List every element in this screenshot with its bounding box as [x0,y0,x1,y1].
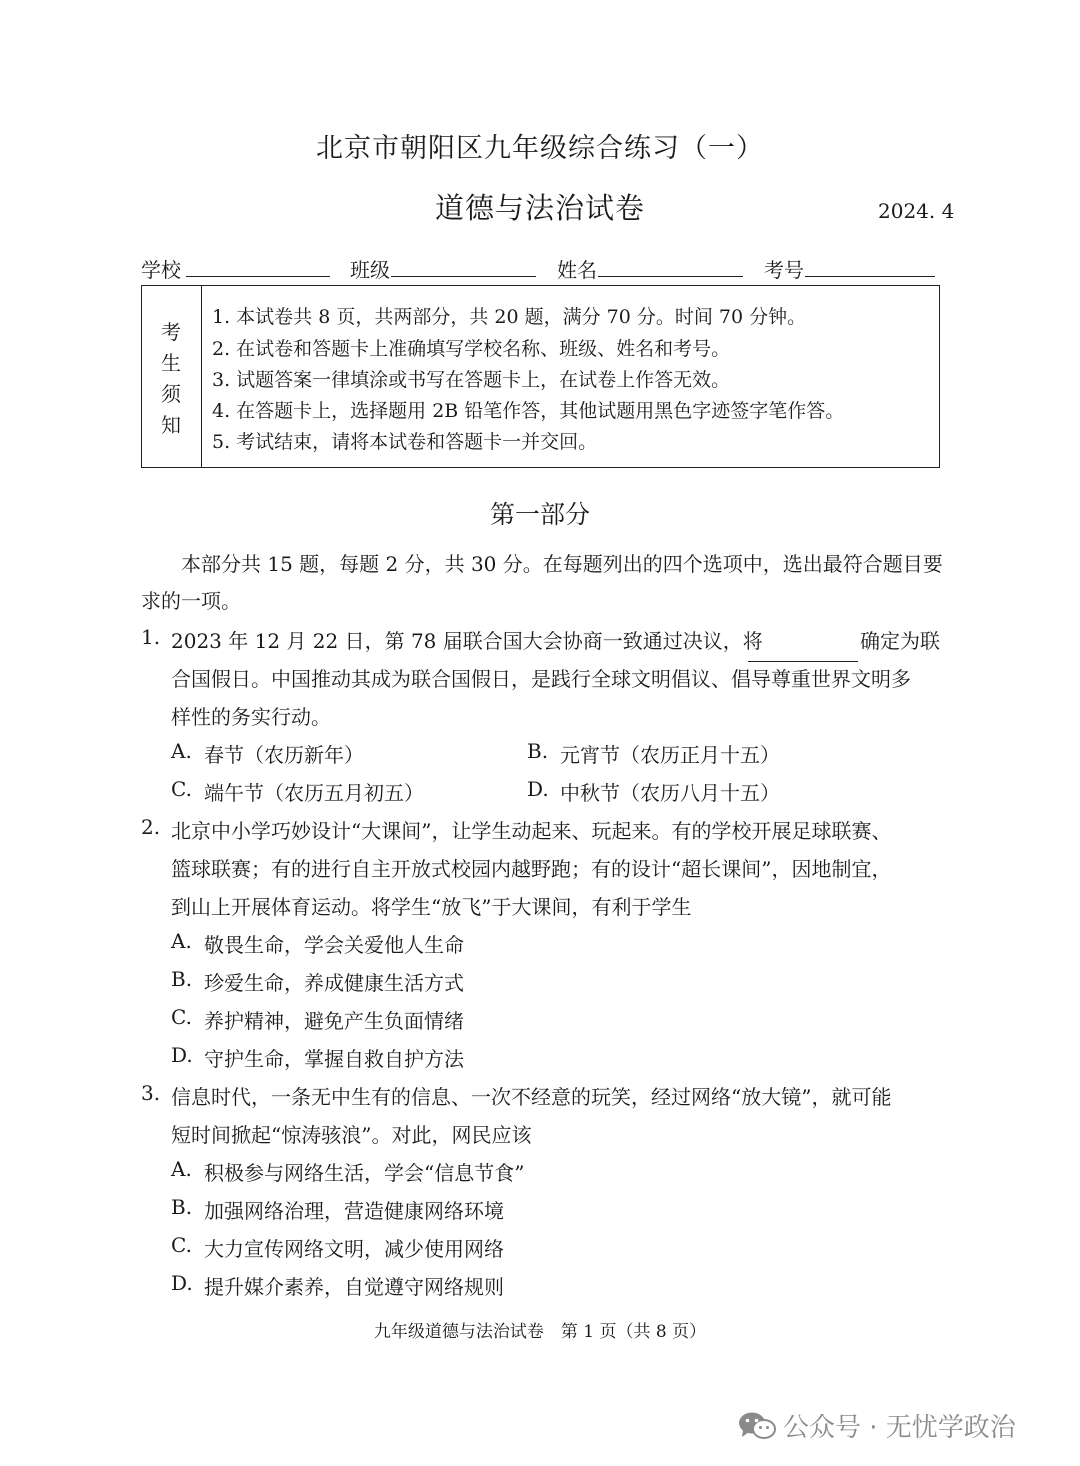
question-number: 1. [141,625,161,649]
notice-divider [201,285,202,468]
section-intro: 本部分共 15 题，每题 2 分，共 30 分。在每题列出的四个选项中，选出最符合题目要 [181,552,943,576]
option-letter: A. [171,739,192,763]
question-stem: 短时间掀起“惊涛骇浪”。对此，网民应该 [171,1123,532,1147]
watermark [737,1407,1016,1447]
option-text: 加强网络治理，营造健康网络环境 [204,1199,504,1223]
field-school-line[interactable] [186,276,330,277]
option-text: 元宵节（农历正月十五） [560,743,780,767]
answer-blank [748,661,858,662]
option-letter: B. [171,1195,193,1219]
option-text: 敬畏生命，学会关爱他人生命 [204,933,464,957]
notice-label-char: 考 [161,320,181,344]
option-letter: D. [527,777,549,801]
question-stem: 北京中小学巧妙设计“大课间”，让学生动起来、玩起来。有的学校开展足球联赛、 [171,819,892,843]
wechat-icon [737,1410,777,1442]
option-letter: C. [171,777,192,801]
question-stem: 篮球联赛；有的进行自主开放式校园内越野跑；有的设计“超长课间”，因地制宜， [171,857,892,881]
notice-item: 4. 在答题卡上，选择题用 2B 铅笔作答，其他试题用黑色字迹签字笔作答。 [212,400,845,422]
field-number-label: 考号 [764,258,804,282]
subject-title: 道德与法治试卷 [434,191,645,225]
question-number: 3. [141,1081,161,1105]
option-text: 守护生命，掌握自救自护方法 [204,1047,464,1071]
field-name-line[interactable] [598,276,743,277]
option-letter: B. [171,967,193,991]
exam-date: 2024. 4 [878,199,955,223]
option-text: 大力宣传网络文明，减少使用网络 [204,1237,504,1261]
notice-label-char: 知 [161,413,181,437]
option-letter: D. [171,1043,193,1067]
option-text: 积极参与网络生活，学会“信息节食” [204,1161,525,1185]
option-letter: A. [171,1157,192,1181]
option-letter: B. [527,739,549,763]
option-text: 中秋节（农历八月十五） [560,781,780,805]
notice-item: 2. 在试卷和答题卡上准确填写学校名称、班级、姓名和考号。 [212,338,731,360]
option-text: 提升媒介素养，自觉遵守网络规则 [204,1275,504,1299]
option-letter: C. [171,1005,192,1029]
question-stem: 2023 年 12 月 22 日，第 78 届联合国大会协商一致通过决议，将 [171,629,763,653]
option-text: 养护精神，避免产生负面情绪 [204,1009,464,1033]
section-intro-cont: 求的一项。 [141,589,241,613]
notice-label-char: 须 [161,382,181,406]
option-letter: A. [171,929,192,953]
notice-label-char: 生 [161,351,181,375]
question-stem: 样性的务实行动。 [171,705,331,729]
page-footer: 九年级道德与法治试卷 第 1 页（共 8 页） [373,1322,707,1342]
field-name-label: 姓名 [557,258,597,282]
question-stem-after-blank: 确定为联 [860,629,940,653]
field-class-label: 班级 [350,258,390,282]
option-text: 春节（农历新年） [204,743,364,767]
question-stem: 到山上开展体育运动。将学生“放飞”于大课间，有利于学生 [171,895,692,919]
notice-item: 1. 本试卷共 8 页，共两部分，共 20 题，满分 70 分。时间 70 分钟。 [212,306,807,328]
option-letter: C. [171,1233,192,1257]
section-title: 第一部分 [489,500,590,529]
field-number-line[interactable] [805,276,935,277]
option-letter: D. [171,1271,193,1295]
notice-item: 3. 试题答案一律填涂或书写在答题卡上，在试卷上作答无效。 [212,369,731,391]
field-school-label: 学校 [141,258,181,282]
question-stem: 合国假日。中国推动其成为联合国假日，是践行全球文明倡议、倡导尊重世界文明多 [171,667,911,691]
watermark-text: 公众号 · 无忧学政治 [783,1413,1016,1443]
notice-item: 5. 考试结束，请将本试卷和答题卡一并交回。 [212,431,598,453]
question-number: 2. [141,815,161,839]
option-text: 端午节（农历五月初五） [204,781,424,805]
question-stem: 信息时代，一条无中生有的信息、一次不经意的玩笑，经过网络“放大镜”，就可能 [171,1085,892,1109]
option-text: 珍爱生命，养成健康生活方式 [204,971,464,995]
exam-title: 北京市朝阳区九年级综合练习（一） [316,133,764,164]
field-class-line[interactable] [391,276,536,277]
